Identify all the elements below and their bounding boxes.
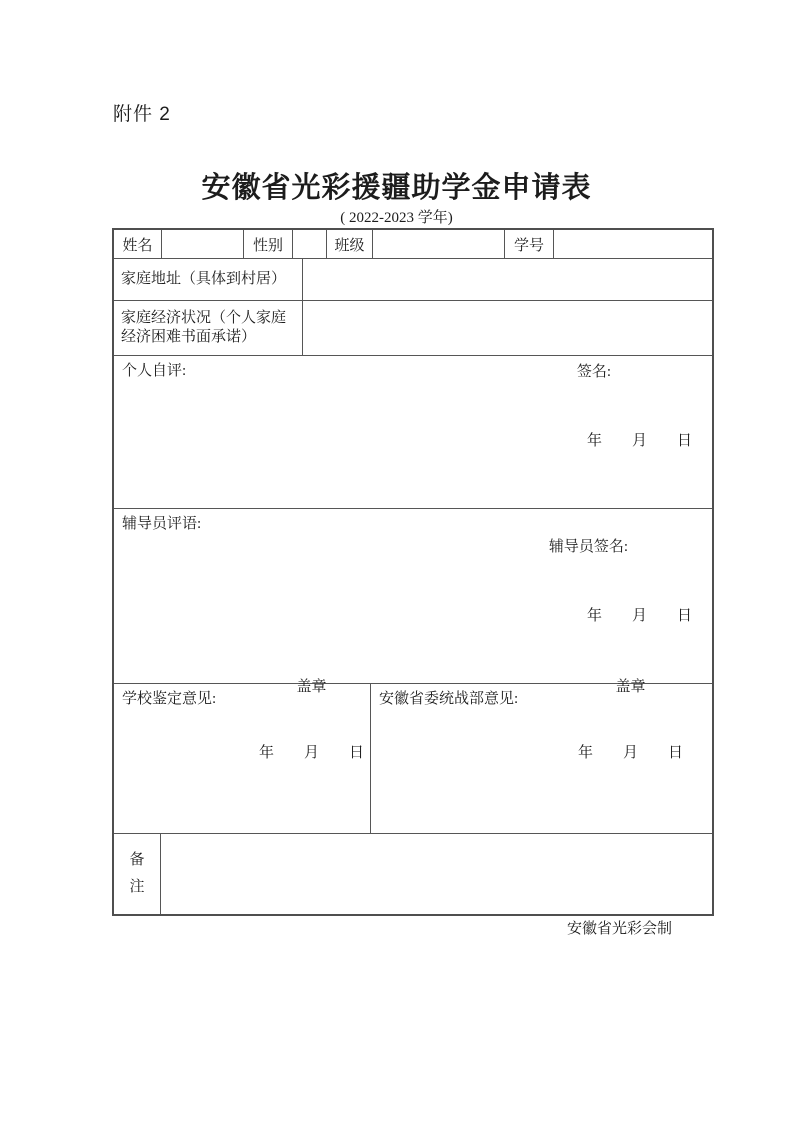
date-line: 年 月 日: [586, 433, 692, 449]
signature-label: 签名:: [576, 364, 611, 380]
form-title: 安徽省光彩援疆助学金申请表: [201, 172, 592, 204]
school-opinion-label: 学校鉴定意见:: [122, 691, 217, 707]
name-label: 姓名: [114, 230, 162, 258]
home-address-label: 家庭地址（具体到村居）: [114, 259, 303, 300]
self-evaluation-label: 个人自评:: [122, 363, 187, 379]
date-line: 年 月 日: [586, 608, 692, 624]
date-line: 年 月 日: [577, 745, 683, 761]
date-line: 年 月 日: [258, 745, 364, 761]
remarks-label: [114, 834, 161, 914]
student-id-field[interactable]: [554, 230, 712, 258]
row-remarks: [114, 834, 712, 914]
gender-label: 性别: [244, 230, 293, 258]
name-field[interactable]: [162, 230, 244, 258]
home-address-field[interactable]: [303, 259, 712, 300]
self-evaluation-sign-block: [577, 315, 692, 499]
attachment-number: 附件 2: [113, 104, 171, 125]
class-label: 班级: [327, 230, 373, 258]
school-seal-block: [259, 632, 364, 808]
class-field[interactable]: [373, 230, 505, 258]
gender-field[interactable]: [293, 230, 327, 258]
remarks-label-text: 备注: [129, 852, 145, 895]
application-form-table: [112, 228, 714, 916]
row-opinions: [114, 679, 712, 834]
row-basic-info: [114, 230, 712, 259]
family-economy-label: 家庭经济状况（个人家庭经济困难书面承诺）: [114, 301, 303, 355]
row-home-address: [114, 259, 712, 301]
seal-label: 盖章: [296, 679, 327, 695]
united-front-seal-block: [578, 632, 683, 808]
remarks-field[interactable]: [161, 834, 712, 914]
counselor-comment-label: 辅导员评语:: [122, 516, 202, 532]
school-opinion-cell[interactable]: [114, 679, 371, 833]
counselor-signature-label: 辅导员签名:: [548, 539, 628, 555]
form-subtitle-academic-year: ( 2022-2023 学年): [340, 210, 453, 226]
issuer-note: 安徽省光彩会制: [566, 921, 672, 937]
united-front-opinion-label: 安徽省委统战部意见:: [379, 691, 519, 707]
row-self-evaluation[interactable]: [114, 356, 712, 509]
student-id-label: 学号: [505, 230, 554, 258]
united-front-opinion-cell[interactable]: [371, 679, 712, 833]
seal-label: 盖章: [615, 679, 646, 695]
